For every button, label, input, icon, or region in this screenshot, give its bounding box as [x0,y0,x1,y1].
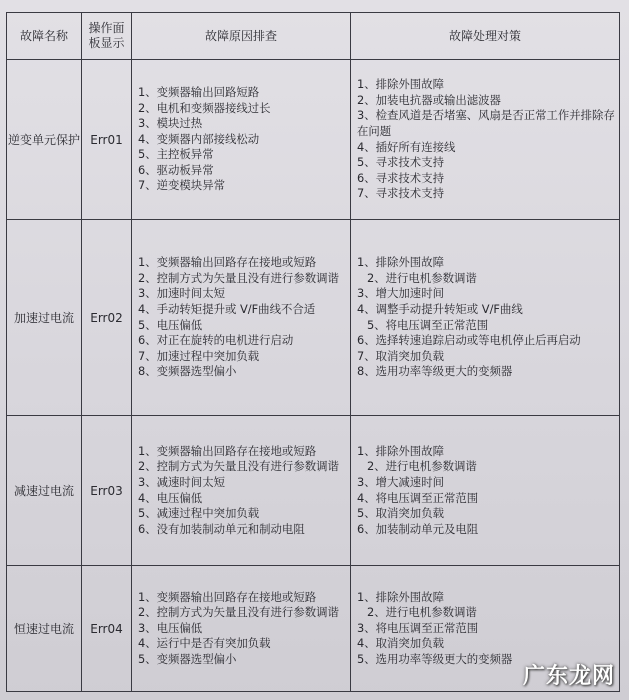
action-item: 1、排除外围故障 [357,77,444,92]
cause-list-cell [132,416,351,566]
fault-name-cell: 加速过电流 [7,220,82,416]
action-item: 1、排除外围故障 [357,589,444,604]
action-list-cell [351,220,620,416]
action-item: 4、调整手动提升转矩或 V/F曲线 [357,301,523,316]
table-row [7,416,620,566]
action-item: 1、排除外围故障 [357,443,444,458]
action-item: 2、进行电机参数调谐 [367,605,477,620]
panel-code-cell: Err01 [82,60,132,220]
action-item: 3、将电压调至正常范围 [357,620,479,635]
cause-item: 6、驱动板异常 [138,162,214,177]
cause-item: 5、变频器选型偏小 [138,651,237,666]
cause-item: 6、没有加装制动单元和制动电阻 [138,521,305,536]
table-row [7,60,620,220]
cause-item: 7、加速过程中突加负载 [138,348,260,363]
cause-item: 1、变频器输出回路存在接地或短路 [138,255,317,270]
cause-item: 5、主控板异常 [138,147,214,162]
action-item: 3、增大加速时间 [357,286,444,301]
action-item: 4、取消突加负载 [357,636,444,651]
cause-item: 3、电压偏低 [138,620,203,635]
fault-name-cell: 减速过电流 [7,416,82,566]
action-item: 2、进行电机参数调谐 [367,459,477,474]
panel-code-cell: Err03 [82,416,132,566]
header-fault-name: 故障名称 [7,13,82,60]
action-item: 5、寻求技术支持 [357,155,444,170]
cause-item: 2、控制方式为矢量且没有进行参数调谐 [138,605,339,620]
action-item: 4、插好所有连接线 [357,139,456,154]
watermark: 广东龙网 [522,664,615,689]
action-item: 5、选用功率等级更大的变频器 [357,651,513,666]
action-item: 2、加装电抗器或输出滤波器 [357,92,501,107]
action-item: 2、进行电机参数调谐 [367,270,477,285]
action-item: 3、检查风道是否堵塞、风扇是否正常工作并排除存在问题 [357,108,615,138]
action-item: 1、排除外围故障 [357,255,444,270]
fault-name-cell: 逆变单元保护 [7,60,82,220]
action-item: 6、选择转速追踪启动或等电机停止后再启动 [357,333,581,348]
cause-item: 4、电压偏低 [138,490,203,505]
header-action: 故障处理对策 [351,13,620,60]
cause-item: 5、减速过程中突加负载 [138,506,260,521]
action-item: 7、寻求技术支持 [357,186,444,201]
action-item: 3、增大减速时间 [357,474,444,489]
cause-item: 8、变频器选型偏小 [138,364,237,379]
header-cause: 故障原因排查 [132,13,351,60]
table-header-row [7,13,620,60]
cause-item: 3、加速时间太短 [138,286,225,301]
action-item: 5、将电压调至正常范围 [367,317,489,332]
cause-item: 4、运行中是否有突加负载 [138,636,271,651]
cause-item: 1、变频器输出回路存在接地或短路 [138,443,317,458]
action-item: 8、选用功率等级更大的变频器 [357,364,513,379]
fault-name-cell: 恒速过电流 [7,566,82,692]
action-item: 6、加装制动单元及电阻 [357,521,479,536]
action-item: 5、取消突加负载 [357,506,444,521]
cause-item: 5、电压偏低 [138,317,203,332]
fault-table [6,12,620,692]
cause-item: 4、手动转矩提升或 V/F曲线不合适 [138,301,316,316]
panel-code-cell: Err02 [82,220,132,416]
cause-item: 2、控制方式为矢量且没有进行参数调谐 [138,270,339,285]
action-item: 6、寻求技术支持 [357,170,444,185]
cause-list-cell [132,60,351,220]
cause-item: 2、控制方式为矢量且没有进行参数调谐 [138,459,339,474]
action-item: 7、取消突加负载 [357,348,444,363]
cause-item: 3、模块过热 [138,116,203,131]
table-row [7,220,620,416]
cause-list-cell [132,566,351,692]
cause-item: 1、变频器输出回路短路 [138,84,260,99]
action-list-cell [351,416,620,566]
cause-item: 6、对正在旋转的电机进行启动 [138,333,294,348]
cause-item: 4、变频器内部接线松动 [138,131,260,146]
cause-item: 3、减速时间太短 [138,474,225,489]
cause-item: 1、变频器输出回路存在接地或短路 [138,589,317,604]
cause-item: 2、电机和变频器接线过长 [138,100,271,115]
cause-item: 7、逆变模块异常 [138,178,225,193]
action-item: 4、将电压调至正常范围 [357,490,479,505]
header-panel-display: 操作面板显示 [82,13,132,60]
action-list-cell [351,60,620,220]
cause-list-cell [132,220,351,416]
panel-code-cell: Err04 [82,566,132,692]
